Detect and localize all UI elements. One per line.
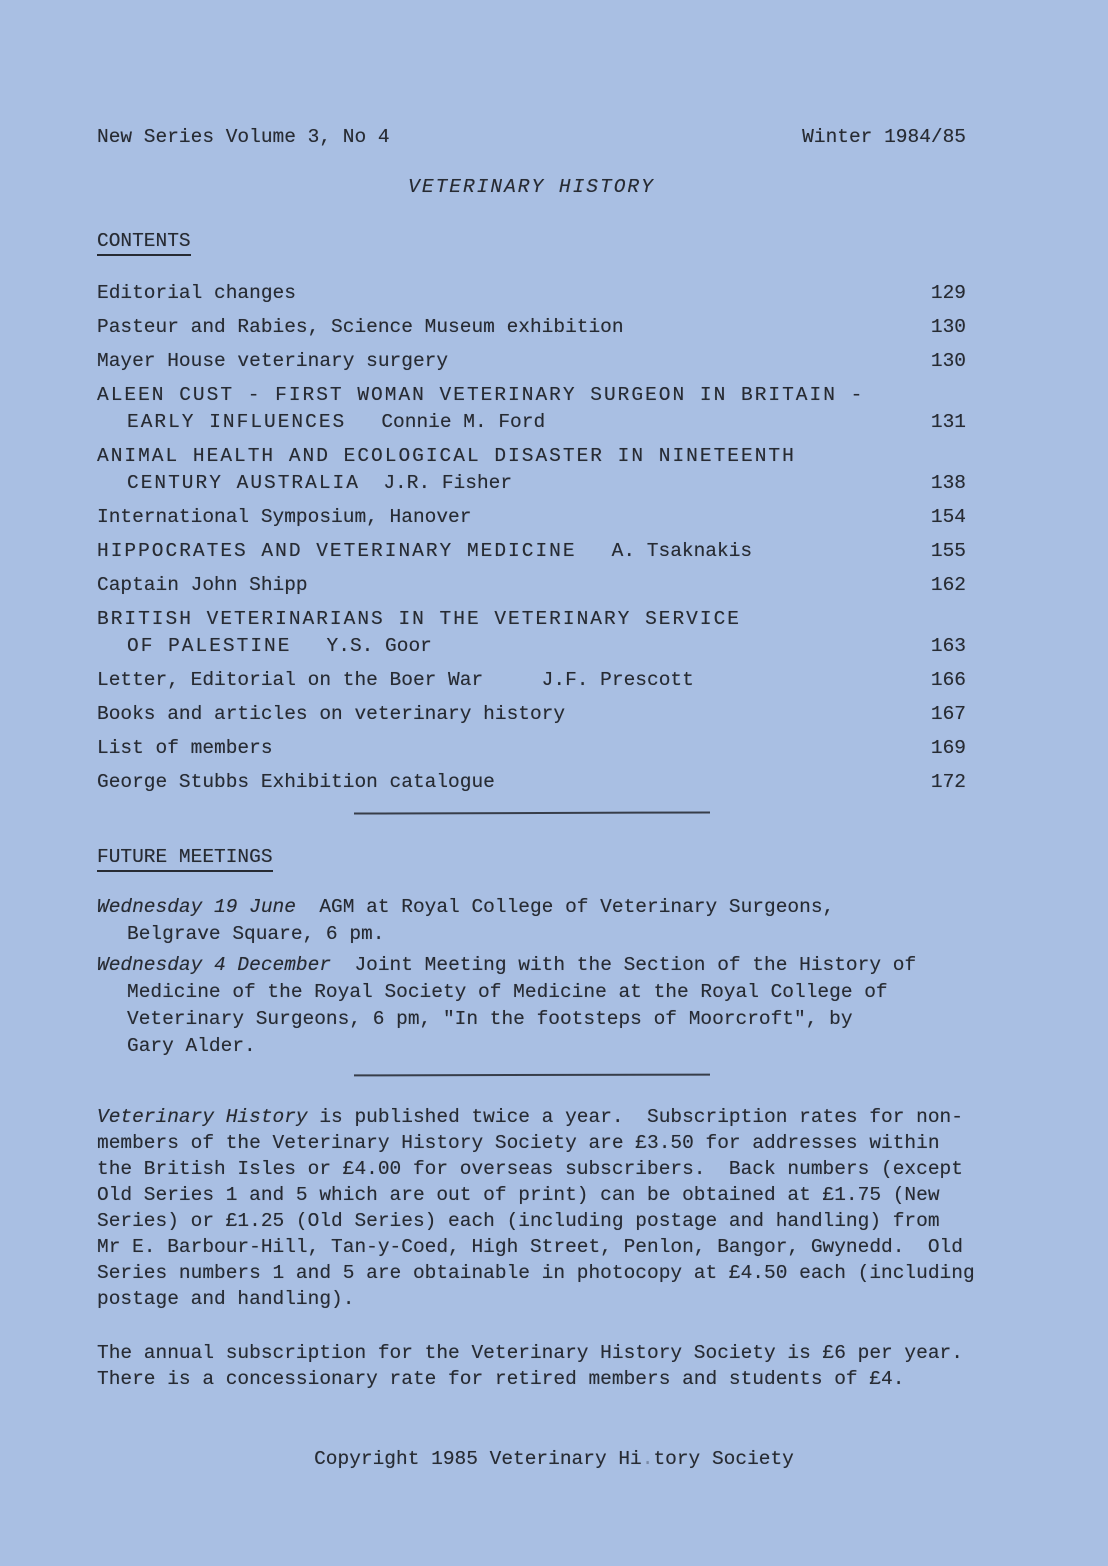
toc-entry-line	[97, 735, 273, 762]
text-segment: the British Isles or £4.00 for overseas subscribers. Back numbers (except	[97, 1158, 963, 1180]
text-segment: J.R. Fisher	[359, 472, 513, 494]
divider-bottom	[353, 1074, 709, 1077]
toc-entry-line	[97, 701, 565, 728]
paragraph-line	[97, 1286, 966, 1312]
text-segment: Pasteur and Rabies, Science Museum exhibition	[97, 316, 624, 338]
text-segment: Joint Meeting with the Section of the History of	[331, 954, 917, 976]
text-segment: AGM at Royal College of Veterinary Surgeons,	[295, 896, 835, 918]
toc-entry-title	[97, 572, 308, 599]
text-segment: members of the Veterinary History Society are £3.50 for addresses within	[97, 1132, 940, 1154]
contents-list	[97, 280, 966, 796]
text-segment: Y.S. Goor	[291, 635, 432, 657]
text-segment: is published twice a year. Subscription rates for non-	[307, 1106, 963, 1128]
paragraph-line	[97, 1260, 975, 1286]
toc-entry	[97, 504, 966, 531]
text-segment: EARLY INFLUENCES	[127, 411, 347, 433]
text-segment: Copyright 1985 Veterinary Hi	[314, 1448, 642, 1470]
season-label: Winter 1984/85	[802, 126, 966, 148]
page-header	[97, 126, 966, 148]
toc-entry-title	[97, 667, 694, 694]
toc-page-number: 130	[930, 350, 966, 372]
toc-entry-title	[97, 769, 495, 796]
text-segment: Medicine of the Royal Society of Medicine at the Royal College of	[127, 981, 888, 1003]
toc-entry-line	[97, 769, 495, 796]
toc-entry-title	[97, 701, 565, 728]
text-segment: .	[641, 1448, 654, 1470]
contents-heading-text: CONTENTS	[97, 230, 191, 256]
paragraph-line	[97, 1340, 966, 1366]
copyright-line	[0, 1448, 1108, 1470]
toc-entry	[97, 382, 966, 436]
paragraph-2	[97, 1340, 966, 1392]
toc-entry	[97, 538, 966, 565]
meeting-line	[97, 979, 966, 1006]
text-segment: George Stubbs Exhibition catalogue	[97, 771, 495, 793]
future-meetings-heading-text: FUTURE MEETINGS	[97, 846, 273, 872]
text-segment: International Symposium, Hanover	[97, 506, 472, 528]
text-segment: Wednesday 19 June	[97, 896, 296, 918]
future-meetings-list	[97, 894, 966, 1060]
text-segment: Wednesday 4 December	[97, 954, 332, 976]
toc-entry-title	[97, 606, 741, 660]
paragraph-line	[97, 1366, 966, 1392]
toc-entry-line	[97, 572, 308, 599]
toc-entry-line	[97, 633, 741, 660]
text-segment: ANIMAL HEALTH AND ECOLOGICAL DISASTER IN NINETEENTH	[97, 445, 796, 467]
text-segment: Series numbers 1 and 5 are obtainable in photocopy at £4.50 each (including	[97, 1262, 975, 1284]
toc-entry-line	[97, 504, 471, 531]
toc-page-number: 162	[930, 574, 966, 596]
toc-page-number: 169	[930, 737, 966, 759]
text-segment: A. Tsaknakis	[576, 540, 753, 562]
toc-entry-title	[97, 504, 471, 531]
text-segment: Mr E. Barbour-Hill, Tan-y-Coed, High Street, Penlon, Bangor, Gwynedd. Old	[97, 1236, 963, 1258]
paragraph-line	[97, 1104, 966, 1130]
journal-title: VETERINARY HISTORY	[408, 176, 655, 198]
toc-entry	[97, 280, 966, 307]
paragraph-1	[97, 1104, 975, 1312]
toc-page-number: 129	[930, 282, 966, 304]
text-segment: ALEEN CUST - FIRST WOMAN VETERINARY SURGEON IN BRITAIN -	[97, 384, 865, 406]
toc-entry-title	[97, 280, 296, 307]
toc-page-number: 130	[930, 316, 966, 338]
paragraph-line	[97, 1234, 966, 1260]
toc-entry-line	[97, 606, 741, 633]
paragraph-line	[97, 1130, 966, 1156]
toc-entry-line	[97, 348, 448, 375]
meeting-line	[97, 921, 966, 948]
text-segment: postage and handling).	[97, 1288, 355, 1310]
text-segment: CENTURY AUSTRALIA	[127, 472, 360, 494]
text-segment: Editorial changes	[97, 282, 296, 304]
paragraph-line	[97, 1156, 966, 1182]
text-segment: Gary Alder.	[127, 1035, 256, 1057]
paragraph-line	[97, 1208, 966, 1234]
toc-entry	[97, 314, 966, 341]
toc-entry-title	[97, 443, 796, 497]
text-segment: List of members	[97, 737, 273, 759]
toc-entry-line	[97, 280, 296, 307]
toc-entry-line	[97, 538, 752, 565]
text-segment: There is a concessionary rate for retired members and students of £4.	[97, 1368, 905, 1390]
toc-page-number: 163	[930, 635, 966, 657]
text-segment: Veterinary History	[97, 1106, 308, 1128]
text-segment: HIPPOCRATES AND VETERINARY MEDICINE	[97, 540, 577, 562]
toc-entry-line	[97, 443, 796, 470]
text-segment: Books and articles on veterinary history	[97, 703, 566, 725]
text-segment: Series) or £1.25 (Old Series) each (including postage and handling) from	[97, 1210, 940, 1232]
toc-entry-line	[97, 409, 864, 436]
toc-entry-title	[97, 382, 864, 436]
toc-entry	[97, 443, 966, 497]
toc-entry	[97, 701, 966, 728]
toc-entry-line	[97, 314, 624, 341]
toc-entry	[97, 572, 966, 599]
toc-page-number: 172	[930, 771, 966, 793]
text-segment: Letter, Editorial on the Boer War J.F. Prescott	[97, 669, 694, 691]
toc-page-number: 154	[930, 506, 966, 528]
text-segment: tory Society	[653, 1448, 794, 1470]
meeting-line	[97, 1006, 966, 1033]
toc-entry	[97, 769, 966, 796]
contents-heading	[97, 230, 966, 256]
text-segment: Connie M. Ford	[346, 411, 546, 433]
text-segment: Captain John Shipp	[97, 574, 308, 596]
toc-entry	[97, 606, 966, 660]
future-meetings-heading	[97, 846, 966, 872]
text-segment: Belgrave Square, 6 pm.	[127, 923, 385, 945]
toc-entry	[97, 735, 966, 762]
toc-page-number: 155	[930, 540, 966, 562]
divider-top	[353, 811, 709, 814]
text-segment: BRITISH VETERINARIANS IN THE VETERINARY SERVICE	[97, 608, 741, 630]
text-segment: OF PALESTINE	[127, 635, 292, 657]
paragraph-line	[97, 1182, 966, 1208]
toc-page-number: 167	[930, 703, 966, 725]
toc-entry-line	[97, 470, 796, 497]
toc-page-number: 138	[930, 472, 966, 494]
toc-entry-title	[97, 538, 752, 565]
text-segment: Veterinary Surgeons, 6 pm, "In the footsteps of Moorcroft", by	[127, 1008, 853, 1030]
toc-entry-title	[97, 348, 448, 375]
toc-page-number: 166	[930, 669, 966, 691]
issue-label: New Series Volume 3, No 4	[97, 126, 390, 148]
toc-entry-title	[97, 735, 273, 762]
toc-entry-line	[97, 382, 864, 409]
toc-entry-line	[97, 667, 694, 694]
meeting-line	[97, 1033, 966, 1060]
text-segment: Old Series 1 and 5 which are out of print) can be obtained at £1.75 (New	[97, 1184, 940, 1206]
text-segment: The annual subscription for the Veterinary History Society is £6 per year.	[97, 1342, 963, 1364]
meeting-line	[97, 894, 966, 921]
toc-page-number: 131	[930, 411, 966, 433]
meeting-line	[97, 952, 966, 979]
toc-entry	[97, 348, 966, 375]
toc-entry-title	[97, 314, 624, 341]
toc-entry	[97, 667, 966, 694]
text-segment: Mayer House veterinary surgery	[97, 350, 449, 372]
